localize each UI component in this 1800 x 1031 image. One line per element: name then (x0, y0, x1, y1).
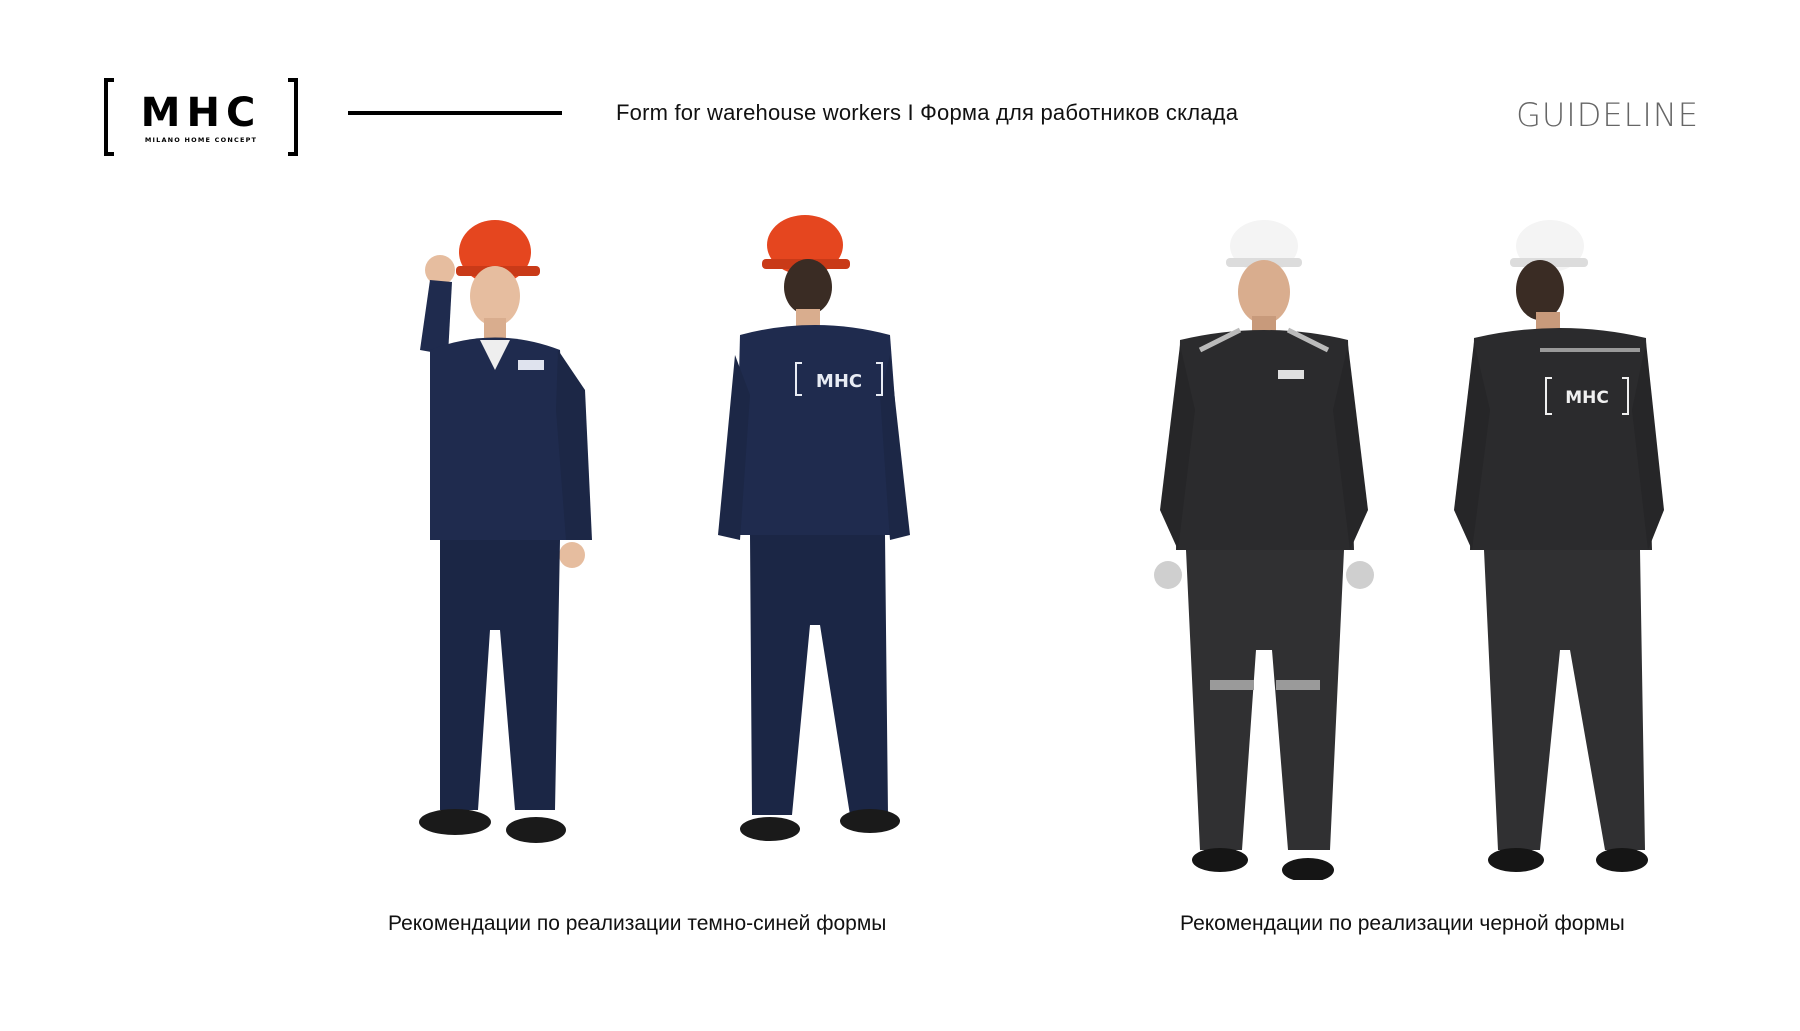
navy-uniform-front-figure (360, 210, 630, 875)
page-title: Form for warehouse workers I Форма для работников склада (616, 100, 1239, 125)
logo-tagline: MILANO HOME CONCEPT (144, 136, 258, 144)
navy-uniform-caption: Рекомендации по реализации темно-синей формы (388, 912, 887, 935)
black-uniform-front-figure (1140, 210, 1390, 885)
svg-text:MHC: MHC (815, 371, 863, 392)
black-uniform-caption: Рекомендации по реализации черной формы (1180, 912, 1625, 935)
logo-mark: MHC (140, 90, 262, 136)
black-uniform-back-figure (1440, 210, 1670, 885)
svg-text:MHC: MHC (1565, 388, 1609, 408)
header-divider (348, 111, 562, 115)
section-label: GUIDELINE (1516, 96, 1699, 134)
brand-logo (104, 78, 298, 156)
navy-uniform-back-figure (710, 205, 920, 870)
